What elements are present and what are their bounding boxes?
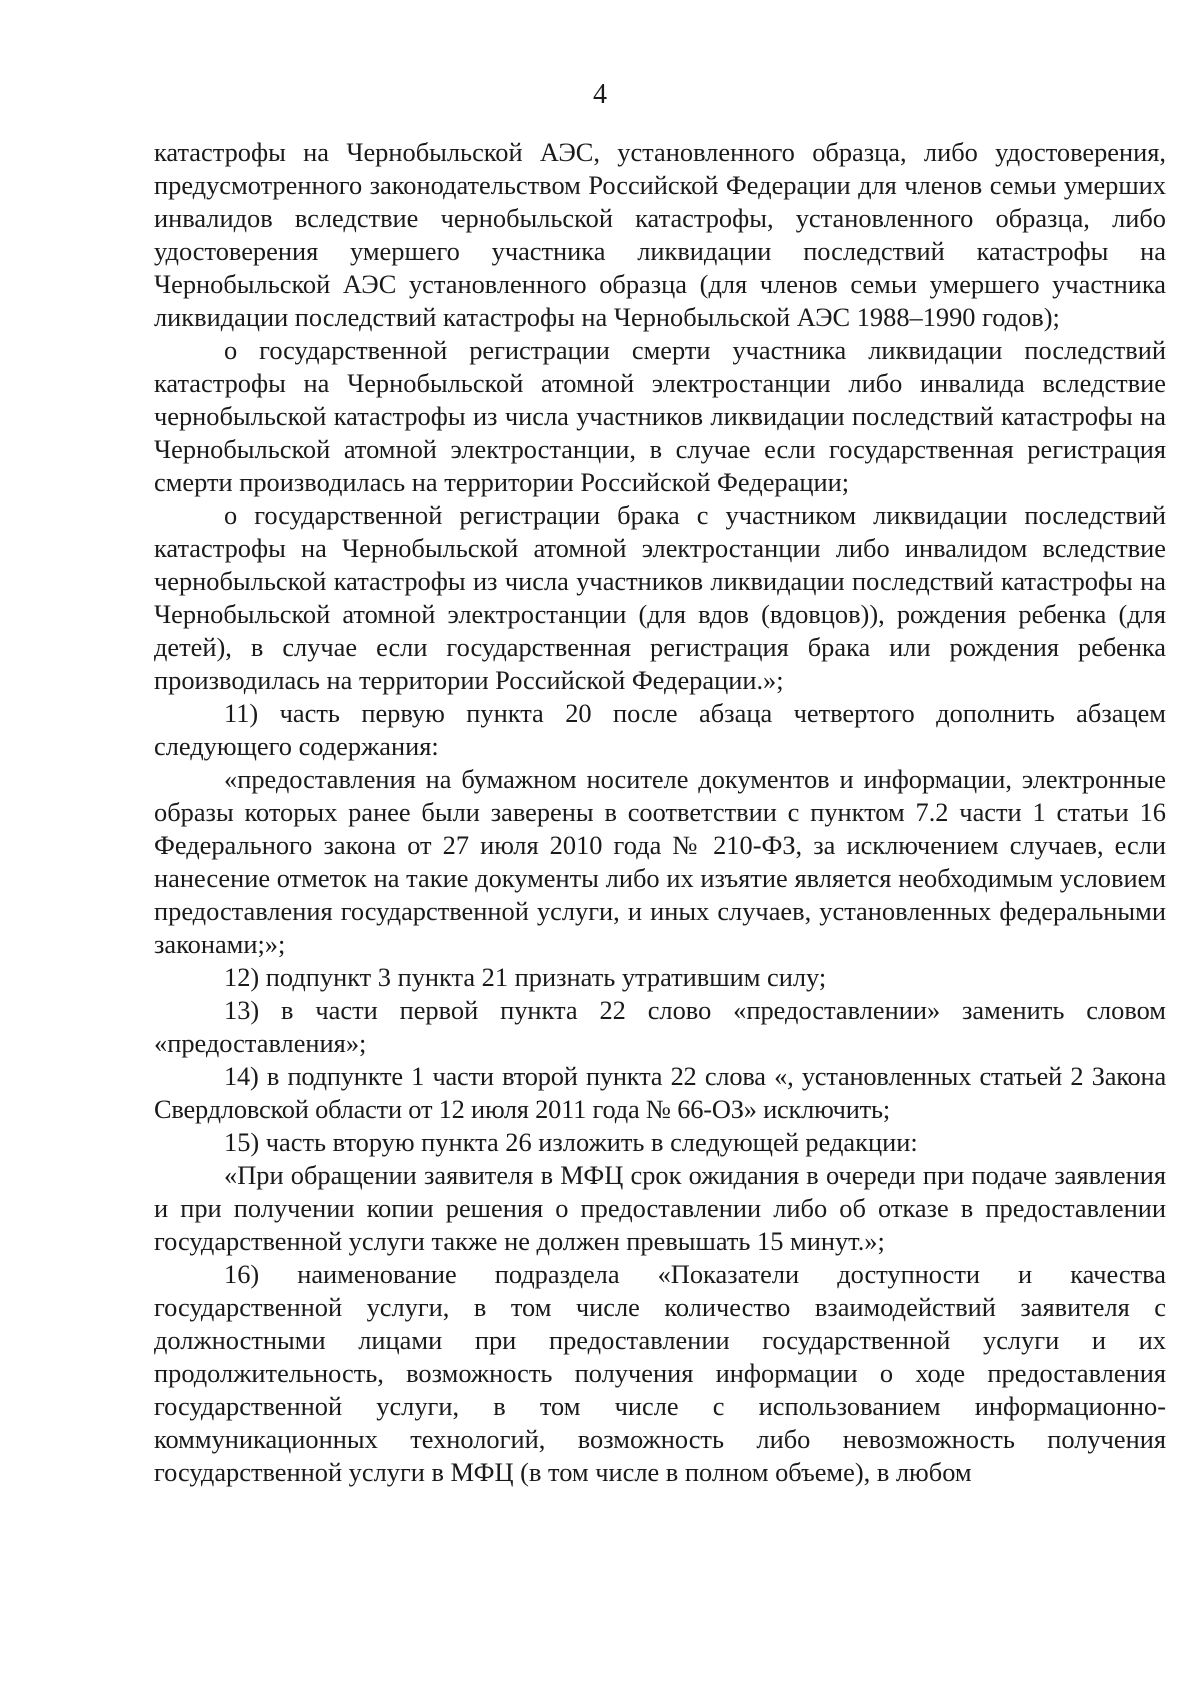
paragraph-item-15: 15) часть вторую пункта 26 изложить в следующей редакции: [224, 1127, 918, 1157]
page-number: 4 [593, 79, 607, 110]
paragraph-item-13: 13) в части первой пункта 22 слово «предоставлении» заменить словом «предоставления»; [154, 995, 1166, 1058]
paragraph-marriage-registration: о государственной регистрации брака с участником ликвидации последствий катастрофы на Чернобыльской атомной электростанции либо инвалидом вследствие чернобыльской катастрофы из числа участников ликвидации последствий катастрофы на Чернобыльской атомной электростанции (для вдов (вдовцов)), рождения ребенка (для детей), в случае если государственная регистрация брака или рождения ребенка производилась на территории Российской Федерации.»; [154, 500, 1166, 695]
paragraph-item-12: 12) подпункт 3 пункта 21 признать утратившим силу; [224, 962, 827, 992]
paragraph-death-registration: о государственной регистрации смерти участника ликвидации последствий катастрофы на Чернобыльской атомной электростанции либо инвалида вследствие чернобыльской катастрофы из числа участников ликвидации последствий катастрофы на Чернобыльской атомной электростанции, в случае если государственная регистрация смерти производилась на территории Российской Федерации; [154, 335, 1166, 497]
paragraph-item-11: 11) часть первую пункта 20 после абзаца четвертого дополнить абзацем следующего содержания: [154, 698, 1166, 761]
document-body [154, 136, 1166, 1489]
paragraph-item-11-quote: «предоставления на бумажном носителе документов и информации, электронные образы которых ранее были заверены в соответствии с пунктом 7.2 части 1 статьи 16 Федерального закона от 27 июля 2010 года № 210-ФЗ, за исключением случаев, если нанесение отметок на такие документы либо их изъятие является необходимым условием предоставления государственной услуги, и иных случаев, установленных федеральными законами;»; [154, 764, 1166, 959]
paragraph-item-14: 14) в подпункте 1 части второй пункта 22 слова «, установленных статьей 2 Закона Свердловской области от 12 июля 2011 года № 66-ОЗ» исключить; [154, 1061, 1166, 1124]
paragraph-item-15-quote: «При обращении заявителя в МФЦ срок ожидания в очереди при подаче заявления и при получении копии решения о предоставлении либо об отказе в предоставлении государственной услуги также не должен превышать 15 минут.»; [154, 1160, 1166, 1256]
paragraph-item-16: 16) наименование подраздела «Показатели доступности и качества государственной услуги, в том числе количество взаимодействий заявителя с должностными лицами при предоставлении государственной услуги и их продолжительность, возможность получения информации о ходе предоставления государственной услуги, в том числе с использованием информационно-коммуникационных технологий, возможность либо невозможность получения государственной услуги в МФЦ (в том числе в полном объеме), в любом [154, 1259, 1166, 1487]
paragraph-continuation: катастрофы на Чернобыльской АЭС, установленного образца, либо удостоверения, предусмотренного законодательством Российской Федерации для членов семьи умерших инвалидов вследствие чернобыльской катастрофы, установленного образца, либо удостоверения умершего участника ликвидации последствий катастрофы на Чернобыльской АЭС установленного образца (для членов семьи умершего участника ликвидации последствий катастрофы на Чернобыльской АЭС 1988–1990 годов); [154, 137, 1166, 332]
